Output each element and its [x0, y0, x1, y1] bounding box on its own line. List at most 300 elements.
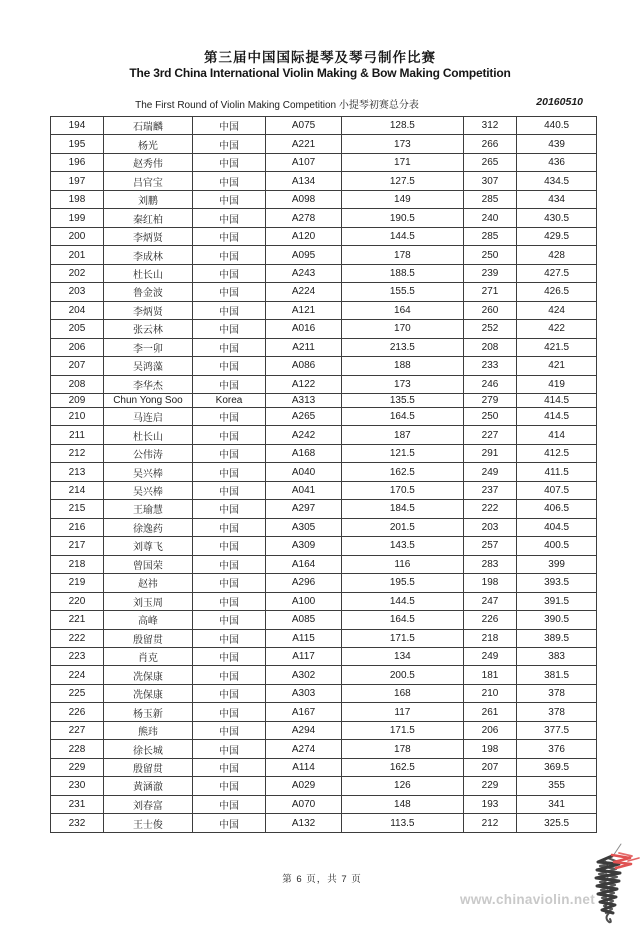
table-cell: 208	[51, 375, 104, 393]
table-cell: 秦红柏	[103, 209, 192, 227]
table-cell: 434.5	[517, 172, 597, 190]
table-cell: 黄涵澈	[103, 777, 192, 795]
table-cell: 殷留贯	[103, 758, 192, 776]
table-cell: 吴兴棒	[103, 481, 192, 499]
table-cell: 440.5	[517, 117, 597, 135]
table-row	[51, 135, 597, 153]
table-cell: 188	[341, 357, 463, 375]
table-cell: 377.5	[517, 721, 597, 739]
table-row	[51, 611, 597, 629]
table-cell: 279	[463, 394, 517, 408]
table-cell: 170.5	[341, 481, 463, 499]
table-cell: 徐长城	[103, 740, 192, 758]
table-cell: 271	[463, 283, 517, 301]
table-cell: 173	[341, 375, 463, 393]
table-cell: A041	[266, 481, 342, 499]
table-cell: 430.5	[517, 209, 597, 227]
table-cell: 429.5	[517, 227, 597, 245]
table-row	[51, 758, 597, 776]
table-cell: 张云林	[103, 320, 192, 338]
table-row	[51, 153, 597, 171]
table-cell: 王瑜慧	[103, 500, 192, 518]
table-cell: 226	[463, 611, 517, 629]
table-cell: 307	[463, 172, 517, 190]
table-cell: 426.5	[517, 283, 597, 301]
table-cell: 406.5	[517, 500, 597, 518]
table-cell: A211	[266, 338, 342, 356]
table-cell: A224	[266, 283, 342, 301]
table-cell: 184.5	[341, 500, 463, 518]
table-cell: 400.5	[517, 537, 597, 555]
table-cell: 中国	[192, 444, 265, 462]
table-cell: 中国	[192, 666, 265, 684]
table-cell: 杜长山	[103, 264, 192, 282]
table-cell: 414	[517, 426, 597, 444]
table-cell: A070	[266, 795, 342, 813]
table-row	[51, 283, 597, 301]
table-cell: 201	[51, 246, 104, 264]
table-cell: 203	[463, 518, 517, 536]
table-row	[51, 320, 597, 338]
table-cell: 188.5	[341, 264, 463, 282]
table-cell: 中国	[192, 227, 265, 245]
table-cell: 刘鹏	[103, 190, 192, 208]
table-cell: 164.5	[341, 407, 463, 425]
table-cell: 421.5	[517, 338, 597, 356]
table-cell: A305	[266, 518, 342, 536]
table-cell: 中国	[192, 758, 265, 776]
table-cell: A164	[266, 555, 342, 573]
table-cell: 220	[51, 592, 104, 610]
table-cell: 424	[517, 301, 597, 319]
table-row	[51, 338, 597, 356]
page-subtitle: The First Round of Violin Making Competition 小提琴初赛总分表	[135, 100, 419, 111]
table-cell: 148	[341, 795, 463, 813]
table-cell: 193	[463, 795, 517, 813]
table-cell: 225	[51, 684, 104, 702]
table-cell: 207	[463, 758, 517, 776]
table-cell: 229	[463, 777, 517, 795]
table-row	[51, 227, 597, 245]
table-cell: 吴兴棒	[103, 463, 192, 481]
table-cell: A278	[266, 209, 342, 227]
table-cell: A120	[266, 227, 342, 245]
table-cell: 422	[517, 320, 597, 338]
table-row	[51, 795, 597, 813]
table-cell: 249	[463, 647, 517, 665]
table-cell: 164.5	[341, 611, 463, 629]
table-row	[51, 537, 597, 555]
table-cell: 383	[517, 647, 597, 665]
table-cell: A265	[266, 407, 342, 425]
table-cell: 211	[51, 426, 104, 444]
table-cell: 341	[517, 795, 597, 813]
table-row	[51, 814, 597, 833]
table-cell: 285	[463, 227, 517, 245]
table-cell: 393.5	[517, 574, 597, 592]
table-cell: 355	[517, 777, 597, 795]
table-row	[51, 629, 597, 647]
table-cell: 中国	[192, 135, 265, 153]
table-cell: 中国	[192, 463, 265, 481]
page-number-footer: 第 6 页，共 7 页	[282, 874, 362, 885]
table-row	[51, 574, 597, 592]
table-row	[51, 172, 597, 190]
table-cell: 412.5	[517, 444, 597, 462]
table-cell: 162.5	[341, 463, 463, 481]
table-cell: 195	[51, 135, 104, 153]
table-cell: 210	[51, 407, 104, 425]
table-cell: Korea	[192, 394, 265, 408]
table-row	[51, 777, 597, 795]
table-cell: 439	[517, 135, 597, 153]
table-cell: A098	[266, 190, 342, 208]
table-cell: A302	[266, 666, 342, 684]
table-cell: 中国	[192, 172, 265, 190]
table-cell: A107	[266, 153, 342, 171]
table-row	[51, 357, 597, 375]
table-cell: 中国	[192, 338, 265, 356]
table-cell: 155.5	[341, 283, 463, 301]
table-cell: 李华杰	[103, 375, 192, 393]
table-cell: 李炳贤	[103, 227, 192, 245]
table-cell: 144.5	[341, 592, 463, 610]
table-cell: A242	[266, 426, 342, 444]
table-cell: A095	[266, 246, 342, 264]
table-cell: 171.5	[341, 629, 463, 647]
chinaviolin-scribble-violinist-logo-icon	[586, 843, 640, 925]
table-cell: 冼保康	[103, 666, 192, 684]
table-cell: 公伟涛	[103, 444, 192, 462]
table-cell: 201.5	[341, 518, 463, 536]
table-cell: 117	[341, 703, 463, 721]
table-cell: 中国	[192, 481, 265, 499]
table-cell: 209	[51, 394, 104, 408]
table-cell: A086	[266, 357, 342, 375]
results-table	[50, 116, 597, 833]
table-row	[51, 264, 597, 282]
table-cell: 312	[463, 117, 517, 135]
table-cell: 中国	[192, 375, 265, 393]
table-row	[51, 426, 597, 444]
table-cell: A132	[266, 814, 342, 833]
table-cell: 121.5	[341, 444, 463, 462]
table-cell: 213	[51, 463, 104, 481]
table-row	[51, 301, 597, 319]
table-cell: 曾国荣	[103, 555, 192, 573]
table-cell: 223	[51, 647, 104, 665]
table-cell: 212	[51, 444, 104, 462]
table-cell: 126	[341, 777, 463, 795]
table-row	[51, 209, 597, 227]
table-cell: 李炳贤	[103, 301, 192, 319]
table-cell: 中国	[192, 574, 265, 592]
table-cell: 217	[51, 537, 104, 555]
table-cell: 200	[51, 227, 104, 245]
table-cell: 246	[463, 375, 517, 393]
table-cell: 434	[517, 190, 597, 208]
table-cell: 中国	[192, 301, 265, 319]
table-cell: 171	[341, 153, 463, 171]
table-cell: 135.5	[341, 394, 463, 408]
table-cell: 刘春富	[103, 795, 192, 813]
table-cell: 128.5	[341, 117, 463, 135]
table-cell: 203	[51, 283, 104, 301]
table-cell: 378	[517, 684, 597, 702]
table-cell: 中国	[192, 795, 265, 813]
table-cell: 325.5	[517, 814, 597, 833]
table-cell: 261	[463, 703, 517, 721]
table-cell: 195.5	[341, 574, 463, 592]
table-cell: A122	[266, 375, 342, 393]
table-cell: 407.5	[517, 481, 597, 499]
table-cell: A117	[266, 647, 342, 665]
table-cell: 殷留贯	[103, 629, 192, 647]
table-cell: 马连启	[103, 407, 192, 425]
table-cell: 369.5	[517, 758, 597, 776]
table-cell: A167	[266, 703, 342, 721]
page-title-chinese: 第三届中国国际提琴及琴弓制作比赛	[204, 50, 436, 65]
table-cell: 162.5	[341, 758, 463, 776]
table-cell: 376	[517, 740, 597, 758]
table-cell: 266	[463, 135, 517, 153]
table-cell: 肖克	[103, 647, 192, 665]
table-row	[51, 190, 597, 208]
table-cell: 冼保康	[103, 684, 192, 702]
table-cell: 199	[51, 209, 104, 227]
table-cell: 204	[51, 301, 104, 319]
table-cell: 144.5	[341, 227, 463, 245]
table-cell: 216	[51, 518, 104, 536]
table-cell: 257	[463, 537, 517, 555]
table-cell: 249	[463, 463, 517, 481]
table-cell: 178	[341, 246, 463, 264]
table-cell: 222	[463, 500, 517, 518]
table-cell: 240	[463, 209, 517, 227]
table-row	[51, 740, 597, 758]
table-cell: 中国	[192, 537, 265, 555]
table-cell: 168	[341, 684, 463, 702]
table-cell: A016	[266, 320, 342, 338]
table-row	[51, 666, 597, 684]
table-row	[51, 444, 597, 462]
table-cell: 247	[463, 592, 517, 610]
table-row	[51, 375, 597, 393]
page-title-english: The 3rd China International Violin Making & Bow Making Competition	[129, 66, 511, 80]
table-row	[51, 407, 597, 425]
table-cell: 414.5	[517, 407, 597, 425]
table-cell: 高峰	[103, 611, 192, 629]
table-cell: 徐逸药	[103, 518, 192, 536]
table-cell: 中国	[192, 647, 265, 665]
table-cell: 260	[463, 301, 517, 319]
table-cell: 436	[517, 153, 597, 171]
table-cell: A029	[266, 777, 342, 795]
table-cell: 389.5	[517, 629, 597, 647]
table-cell: 石瑞麟	[103, 117, 192, 135]
table-row	[51, 592, 597, 610]
table-row	[51, 518, 597, 536]
table-cell: A243	[266, 264, 342, 282]
table-cell: 杨玉新	[103, 703, 192, 721]
table-cell: 291	[463, 444, 517, 462]
table-cell: 232	[51, 814, 104, 833]
table-cell: 218	[463, 629, 517, 647]
results-table-body	[51, 117, 597, 833]
table-cell: 190.5	[341, 209, 463, 227]
table-row	[51, 721, 597, 739]
table-cell: 197	[51, 172, 104, 190]
table-cell: 王士俊	[103, 814, 192, 833]
table-cell: 吴鸿藻	[103, 357, 192, 375]
table-cell: Chun Yong Soo	[103, 394, 192, 408]
table-cell: 中国	[192, 703, 265, 721]
table-cell: 中国	[192, 777, 265, 795]
table-cell: 239	[463, 264, 517, 282]
table-cell: A221	[266, 135, 342, 153]
table-cell: 中国	[192, 592, 265, 610]
table-cell: 中国	[192, 153, 265, 171]
table-cell: 411.5	[517, 463, 597, 481]
table-cell: 250	[463, 407, 517, 425]
document-date: 20160510	[536, 96, 583, 108]
table-cell: 198	[463, 740, 517, 758]
table-cell: 231	[51, 795, 104, 813]
table-cell: 赵秀伟	[103, 153, 192, 171]
table-cell: 214	[51, 481, 104, 499]
table-cell: 李成林	[103, 246, 192, 264]
table-cell: 200.5	[341, 666, 463, 684]
table-cell: 中国	[192, 283, 265, 301]
table-cell: 178	[341, 740, 463, 758]
table-cell: 404.5	[517, 518, 597, 536]
table-cell: A168	[266, 444, 342, 462]
table-cell: 198	[51, 190, 104, 208]
table-cell: 134	[341, 647, 463, 665]
table-cell: 164	[341, 301, 463, 319]
table-cell: 421	[517, 357, 597, 375]
table-cell: 428	[517, 246, 597, 264]
table-cell: 吕官宝	[103, 172, 192, 190]
table-cell: 中国	[192, 740, 265, 758]
watermark-text: www.chinaviolin.net	[460, 892, 595, 907]
table-cell: 227	[463, 426, 517, 444]
table-cell: 127.5	[341, 172, 463, 190]
table-cell: 399	[517, 555, 597, 573]
table-cell: 杜长山	[103, 426, 192, 444]
table-cell: 206	[51, 338, 104, 356]
table-cell: 171.5	[341, 721, 463, 739]
table-row	[51, 481, 597, 499]
table-cell: 390.5	[517, 611, 597, 629]
table-cell: 熊玮	[103, 721, 192, 739]
table-cell: 391.5	[517, 592, 597, 610]
table-cell: 赵祎	[103, 574, 192, 592]
table-cell: 252	[463, 320, 517, 338]
table-cell: 250	[463, 246, 517, 264]
table-cell: 143.5	[341, 537, 463, 555]
table-cell: 229	[51, 758, 104, 776]
table-cell: 中国	[192, 814, 265, 833]
table-cell: A313	[266, 394, 342, 408]
table-cell: 中国	[192, 611, 265, 629]
table-cell: 414.5	[517, 394, 597, 408]
table-cell: 149	[341, 190, 463, 208]
table-cell: A085	[266, 611, 342, 629]
table-cell: 427.5	[517, 264, 597, 282]
table-cell: 杨光	[103, 135, 192, 153]
table-cell: 中国	[192, 264, 265, 282]
table-cell: A115	[266, 629, 342, 647]
table-cell: A303	[266, 684, 342, 702]
table-cell: 181	[463, 666, 517, 684]
table-cell: 419	[517, 375, 597, 393]
table-cell: 202	[51, 264, 104, 282]
table-cell: 283	[463, 555, 517, 573]
table-cell: A121	[266, 301, 342, 319]
table-cell: 中国	[192, 246, 265, 264]
table-cell: 113.5	[341, 814, 463, 833]
table-cell: 219	[51, 574, 104, 592]
table-cell: 378	[517, 703, 597, 721]
table-row	[51, 684, 597, 702]
table-cell: 李一卯	[103, 338, 192, 356]
table-cell: 170	[341, 320, 463, 338]
table-cell: 208	[463, 338, 517, 356]
table-cell: 中国	[192, 407, 265, 425]
table-cell: 210	[463, 684, 517, 702]
table-cell: A294	[266, 721, 342, 739]
table-row	[51, 463, 597, 481]
table-cell: 215	[51, 500, 104, 518]
table-row	[51, 394, 597, 408]
table-cell: 中国	[192, 721, 265, 739]
table-cell: A274	[266, 740, 342, 758]
table-row	[51, 647, 597, 665]
table-cell: A297	[266, 500, 342, 518]
table-cell: 196	[51, 153, 104, 171]
table-cell: 中国	[192, 190, 265, 208]
table-cell: 222	[51, 629, 104, 647]
table-cell: 381.5	[517, 666, 597, 684]
table-cell: 285	[463, 190, 517, 208]
table-row	[51, 246, 597, 264]
table-cell: 116	[341, 555, 463, 573]
table-cell: 227	[51, 721, 104, 739]
table-cell: 中国	[192, 426, 265, 444]
table-cell: 207	[51, 357, 104, 375]
table-cell: A296	[266, 574, 342, 592]
table-cell: 鲁金波	[103, 283, 192, 301]
table-cell: A075	[266, 117, 342, 135]
table-cell: 中国	[192, 684, 265, 702]
table-cell: 221	[51, 611, 104, 629]
table-cell: 中国	[192, 555, 265, 573]
table-cell: 173	[341, 135, 463, 153]
table-cell: 198	[463, 574, 517, 592]
table-cell: 中国	[192, 117, 265, 135]
table-row	[51, 703, 597, 721]
table-row	[51, 500, 597, 518]
table-cell: 213.5	[341, 338, 463, 356]
table-cell: 205	[51, 320, 104, 338]
table-cell: 265	[463, 153, 517, 171]
table-cell: 230	[51, 777, 104, 795]
table-cell: A040	[266, 463, 342, 481]
table-cell: A100	[266, 592, 342, 610]
table-cell: 226	[51, 703, 104, 721]
table-cell: 中国	[192, 357, 265, 375]
